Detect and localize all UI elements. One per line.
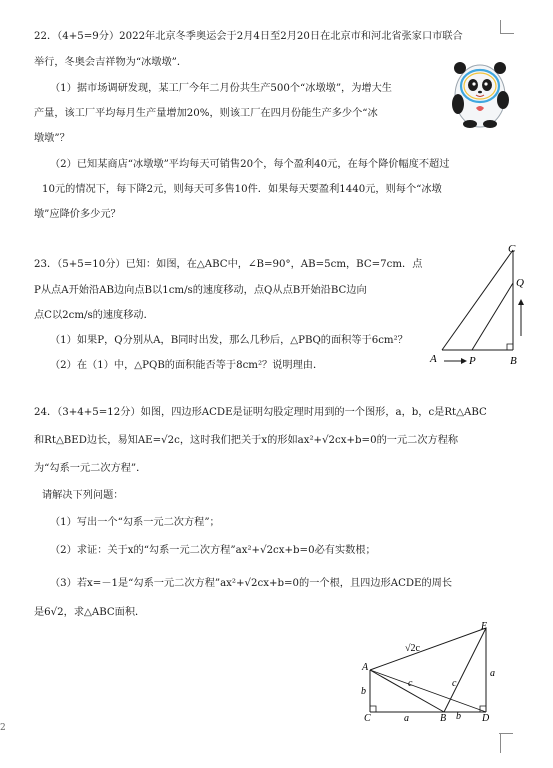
- label-q: Q: [516, 277, 524, 289]
- q22-line: 产量，该工厂平均每月生产量增加20%，则该工厂在四月份能生产多少个“冰: [34, 108, 378, 119]
- q23-line: 点C以2cm/s的速度移动．: [34, 310, 154, 321]
- label-b-vertex: B: [440, 713, 447, 724]
- label-e: E: [481, 621, 488, 632]
- q24-line: （3）若x=－1是“勾系一元二次方程”ax²+√2cx+b=0的一个根，且四边形ACDE的周长: [50, 578, 453, 589]
- label-c: C: [508, 243, 516, 255]
- label-b: B: [510, 355, 517, 367]
- crop-mark: [500, 733, 501, 753]
- label-a: A: [430, 353, 437, 365]
- label-c-vertex: C: [364, 713, 371, 724]
- q23-line: （1）如果P，Q分别从A，B同时出发，那么几秒后，△PBQ的面积等于6cm²？: [50, 335, 408, 346]
- q24-line: 是6√2，求△ABC面积．: [34, 607, 146, 618]
- q22-line: （2）已知某商店“冰墩墩”平均每天可销售20个，每个盈利40元，在每个降价幅度不超过: [50, 159, 450, 170]
- bing-dwen-dwen-mascot-icon: [446, 54, 514, 130]
- q22-line: 10元的情况下，每下降2元，则每天可多售10件．如果每天要盈利1440元，则每个“冰墩: [42, 184, 442, 195]
- label-side-c-left: c: [408, 678, 413, 689]
- label-side-a-bottom: a: [404, 713, 409, 724]
- triangle-abc-figure: [420, 240, 530, 372]
- label-d-vertex: D: [482, 713, 490, 724]
- label-a-vertex: A: [362, 662, 369, 673]
- quadrilateral-acde-figure: [360, 618, 510, 726]
- label-side-c-right: c: [452, 678, 457, 689]
- q22-line: 22．（4+5=9分）2022年北京冬季奥运会于2月4日至2月20日在北京市和河北省张家口市联合: [34, 31, 463, 42]
- q23-line: 23．（5+5=10分）已知：如图，在△ABC中，∠B=90°，AB=5cm，BC=7cm．点: [34, 259, 423, 270]
- label-side-b-left: b: [361, 686, 366, 697]
- q24-line: （2）求证：关于x的“勾系一元二次方程”ax²+√2cx+b=0必有实数根；: [50, 545, 376, 556]
- q22-line: （1）据市场调研发现，某工厂今年二月份共生产500个“冰墩墩”，为增大生: [50, 83, 392, 94]
- crop-mark: [500, 33, 514, 34]
- crop-mark: [500, 20, 501, 34]
- q22-line: 墩墩”？: [34, 133, 70, 144]
- q22-line: 举行，冬奥会吉祥物为“冰墩墩”．: [34, 57, 188, 68]
- q23-line: （2）在（1）中，△PQB的面积能否等于8cm²？说明理由．: [50, 360, 324, 371]
- page-number: 2: [0, 723, 6, 733]
- q22-line: 墩”应降价多少元？: [34, 209, 121, 220]
- q24-line: （1）写出一个“勾系一元二次方程”；: [50, 517, 220, 528]
- q24-line: 和Rt△BED边长，易知AE=√2c，这时我们把关于x的形如ax²+√2cx+b=0的一元二次方程称: [34, 435, 459, 446]
- q24-line: 请解决下列问题：: [42, 490, 124, 501]
- q24-line: 24．（3+4+5=12分）如图，四边形ACDE是证明勾股定理时用到的一个图形，a，b，c是Rt△ABC: [34, 407, 487, 418]
- q24-line: 为“勾系一元二次方程”．: [34, 463, 147, 474]
- label-side-a-right: a: [490, 668, 495, 679]
- label-side-b-bottom: b: [456, 711, 461, 722]
- q23-line: P从点A开始沿AB边向点B以1cm/s的速度移动，点Q从点B开始沿BC边向: [34, 285, 367, 296]
- label-sqrt2c: √2c: [405, 643, 420, 654]
- crop-mark: [499, 733, 513, 734]
- label-p: P: [469, 355, 476, 367]
